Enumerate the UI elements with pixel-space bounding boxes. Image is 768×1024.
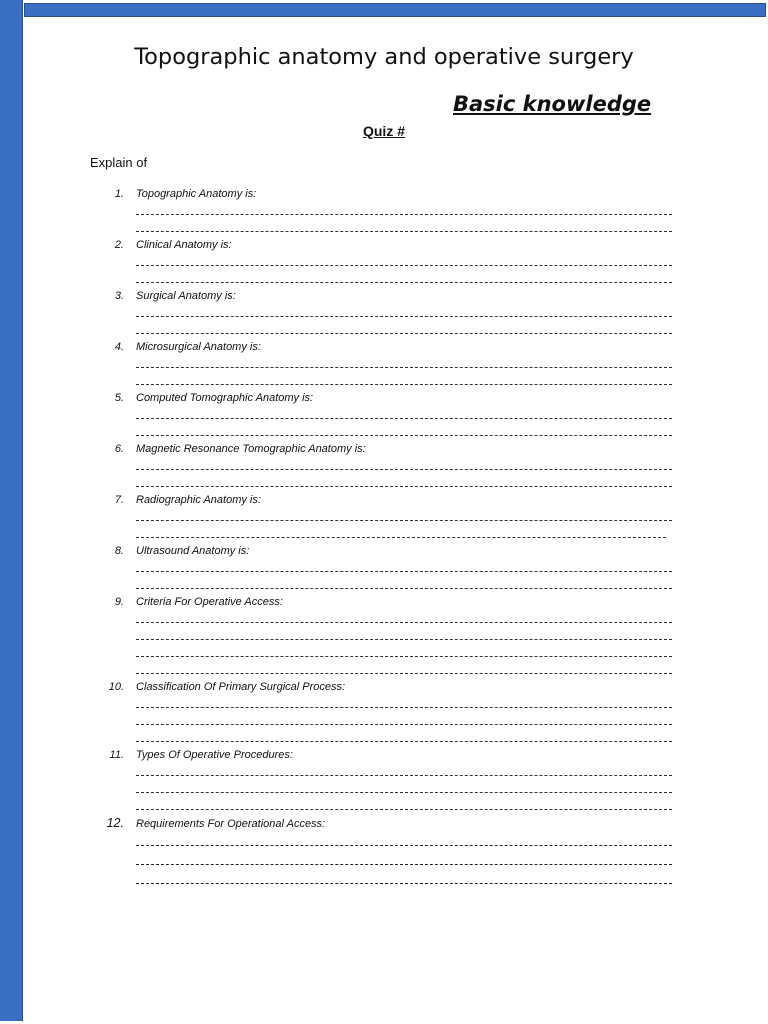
answer-line[interactable] xyxy=(136,520,672,521)
answer-line[interactable] xyxy=(136,707,672,708)
question-number: 8. xyxy=(114,545,124,557)
answer-line[interactable] xyxy=(136,673,672,674)
answer-line[interactable] xyxy=(136,845,672,846)
question-number: 10. xyxy=(108,681,124,693)
question-number: 1. xyxy=(114,188,124,200)
question-text: Types Of Operative Procedures: xyxy=(136,749,293,761)
question-number: 2. xyxy=(114,239,124,251)
document-subtitle: Basic knowledge xyxy=(453,92,652,116)
question-number: 6. xyxy=(114,443,124,455)
question-text: Requirements For Operational Access: xyxy=(136,818,326,830)
question-text: Criteria For Operative Access: xyxy=(136,596,283,608)
answer-line[interactable] xyxy=(136,571,672,572)
question-number: 4. xyxy=(114,341,124,353)
answer-line[interactable] xyxy=(136,265,672,266)
question-text: Radiographic Anatomy is: xyxy=(136,494,261,506)
intro-text: Explain of xyxy=(90,155,148,170)
quiz-label: Quiz # xyxy=(362,123,405,139)
question-text: Microsurgical Anatomy is: xyxy=(136,341,261,353)
question-text: Classification Of Primary Surgical Process: xyxy=(136,681,346,693)
answer-line[interactable] xyxy=(136,622,672,623)
answer-line[interactable] xyxy=(136,333,672,334)
answer-line[interactable] xyxy=(136,537,666,538)
answer-line[interactable] xyxy=(136,639,672,640)
question-number: 7. xyxy=(114,494,124,506)
question-number: 11. xyxy=(109,749,124,761)
answer-line[interactable] xyxy=(136,775,672,776)
answer-line[interactable] xyxy=(136,418,672,419)
answer-line[interactable] xyxy=(136,316,672,317)
question-number: 5. xyxy=(114,392,124,404)
answer-line[interactable] xyxy=(136,864,672,865)
question-number: 9. xyxy=(114,596,124,608)
answer-line[interactable] xyxy=(136,741,672,742)
answer-line[interactable] xyxy=(136,792,672,793)
question-text: Computed Tomographic Anatomy is: xyxy=(136,392,314,404)
answer-line[interactable] xyxy=(136,656,672,657)
left-border-bar xyxy=(0,0,23,1021)
answer-line[interactable] xyxy=(136,724,672,725)
answer-line[interactable] xyxy=(136,435,672,436)
answer-line[interactable] xyxy=(136,231,672,232)
answer-line[interactable] xyxy=(136,486,672,487)
answer-line[interactable] xyxy=(136,809,672,810)
question-number: 12. xyxy=(106,816,124,830)
question-text: Surgical Anatomy is: xyxy=(136,290,236,302)
answer-line[interactable] xyxy=(136,367,672,368)
question-text: Magnetic Resonance Tomographic Anatomy is: xyxy=(136,443,366,455)
answer-line[interactable] xyxy=(136,588,672,589)
answer-line[interactable] xyxy=(136,282,672,283)
question-text: Clinical Anatomy is: xyxy=(136,239,232,251)
top-border-bar xyxy=(24,3,766,17)
question-text: Topographic Anatomy is: xyxy=(136,188,257,200)
question-text: Ultrasound Anatomy is: xyxy=(136,545,250,557)
document-title: Topographic anatomy and operative surgery xyxy=(134,44,634,70)
answer-line[interactable] xyxy=(136,214,672,215)
answer-line[interactable] xyxy=(136,883,672,884)
answer-line[interactable] xyxy=(136,469,672,470)
answer-line[interactable] xyxy=(136,384,672,385)
question-number: 3. xyxy=(114,290,124,302)
